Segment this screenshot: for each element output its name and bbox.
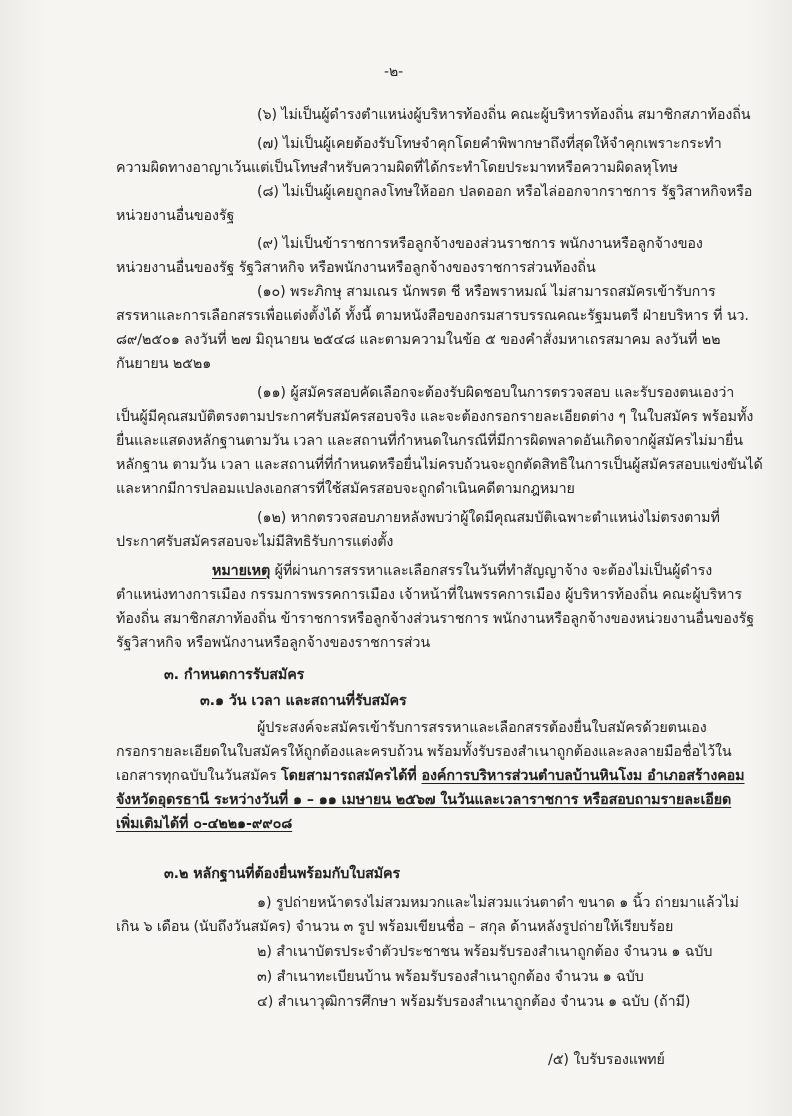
qualification-item-11-line-4: หลักฐาน ตามวัน เวลา และสถานที่ที่กำหนดหรือยื่นไม่ครบถ้วนจะถูกตัดสิทธิในการเป็นผู้สมัครสอบแข่งขันได้ (116, 457, 763, 473)
note-line-2: ตำแหน่งทางการเมือง กรรมการพรรคการเมือง เจ้าหน้าที่ในพรรคการเมือง ผู้บริหารท้องถิ่น คณะผู้บริหาร (116, 587, 742, 603)
document-1-line-1: ๑) รูปถ่ายหน้าตรงไม่สวมหมวกและไม่สวมแว่นตาดำ ขนาด ๑ นิ้ว ถ่ายมาแล้วไม่ (257, 895, 739, 911)
application-period: จังหวัดอุดรธานี ระหว่างวันที่ ๑ – ๑๑ เมษายน ๒๕๖๗ ในวันและเวลาราชการ หรือสอบถามรายละเอียด (116, 792, 732, 808)
note-line-3: ท้องถิ่น สมาชิกสภาท้องถิ่น ข้าราชการหรือลูกจ้างส่วนราชการ พนักงานหรือลูกจ้างของหน่วยงานอื่นของรัฐ (116, 611, 754, 627)
qualification-item-10-line-3: ๘๙/๒๕๐๑ ลงวันที่ ๒๗ มิถุนายน ๒๕๔๘ และตามความในข้อ ๕ ของคำสั่งมหาเถรสมาคม ลงวันที่ ๒๒ (116, 332, 721, 348)
qualification-item-7-line-1: (๗) ไม่เป็นผู้เคยต้องรับโทษจำคุกโดยคำพิพากษาถึงที่สุดให้จำคุกเพราะกระทำ (257, 136, 722, 152)
section-3-1-heading: ๓.๑ วัน เวลา และสถานที่รับสมัคร (200, 693, 407, 709)
document-3: ๓) สำเนาทะเบียนบ้าน พร้อมรับรองสำเนาถูกต้อง จำนวน ๑ ฉบับ (257, 969, 644, 985)
document-2: ๒) สำเนาบัตรประจำตัวประชาชน พร้อมรับรองสำเนาถูกต้อง จำนวน ๑ ฉบับ (257, 944, 713, 960)
note-line-4: รัฐวิสาหกิจ หรือพนักงานหรือลูกจ้างของราชการส่วน (116, 635, 431, 651)
section-3-heading: ๓. กำหนดการรับสมัคร (164, 667, 305, 683)
qualification-item-10-line-4: กันยายน ๒๕๒๑ (116, 356, 212, 372)
page-number: -๒- (384, 64, 404, 80)
continuation-marker: /๕) ใบรับรองแพทย์ (548, 1052, 665, 1068)
qualification-item-11-line-5: และหากมีการปลอมแปลงเอกสารที่ใช้สมัครสอบจะถูกดำเนินคดีตามกฎหมาย (116, 481, 575, 497)
qualification-item-9-line-2: หน่วยงานอื่นของรัฐ รัฐวิสาหกิจ หรือพนักงานหรือลูกจ้างของราชการส่วนท้องถิ่น (116, 260, 596, 276)
document-1-line-2: เกิน ๖ เดือน (นับถึงวันสมัคร) จำนวน ๓ รูป พร้อมเขียนชื่อ – สกุล ด้านหลังรูปถ่ายให้เรียบร้อย (116, 919, 674, 935)
qualification-item-8-line-1: (๘) ไม่เป็นผู้เคยถูกลงโทษให้ออก ปลดออก หรือไล่ออกจากราชการ รัฐวิสาหกิจหรือ (257, 184, 753, 200)
qualification-item-8-line-2: หน่วยงานอื่นของรัฐ (116, 208, 235, 224)
section-3-1-line-2: กรอกรายละเอียดในใบสมัครให้ถูกต้องและครบถ้วน พร้อมทั้งรับรองสำเนาถูกต้องและลงลายมือชื่อไว้ใน (116, 744, 732, 760)
qualification-item-12-line-2: ประกาศรับสมัครสอบจะไม่มีสิทธิรับการแต่งตั้ง (116, 534, 394, 550)
section-3-1-line-3-plain: เอกสารทุกฉบับในวันสมัคร (116, 768, 282, 784)
qualification-item-11-line-3: ยื่นและแสดงหลักฐานตามวัน เวลา และสถานที่กำหนดในกรณีที่มีการผิดพลาดอันเกิดจากผู้สมัครไม่มายื่น (116, 433, 743, 449)
contact-phone: เพิ่มเติมได้ที่ ๐-๔๒๒๑-๙๙๐๘ (116, 816, 293, 832)
section-3-1-line-1: ผู้ประสงค์จะสมัครเข้ารับการสรรหาและเลือกสรรต้องยื่นใบสมัครด้วยตนเอง (257, 720, 707, 736)
section-3-1-line-3-bold: โดยสามารถสมัครได้ที่ (281, 768, 422, 784)
qualification-item-12-line-1: (๑๒) หากตรวจสอบภายหลังพบว่าผู้ใดมีคุณสมบัติเฉพาะตำแหน่งไม่ตรงตามที่ (257, 510, 720, 526)
section-3-2-heading: ๓.๒ หลักฐานที่ต้องยื่นพร้อมกับใบสมัคร (164, 866, 401, 882)
application-venue: องค์การบริหารส่วนตำบลบ้านหินโงม อำเภอสร้างคอม (421, 768, 745, 784)
qualification-item-7-line-2: ความผิดทางอาญาเว้นแต่เป็นโทษสำหรับความผิดที่ได้กระทำโดยประมาทหรือความผิดลหุโทษ (116, 160, 678, 176)
qualification-item-6: (๖) ไม่เป็นผู้ดำรงตำแหน่งผู้บริหารท้องถิ่น คณะผู้บริหารท้องถิ่น สมาชิกสภาท้องถิ่น (257, 107, 751, 123)
note-text: ผู้ที่ผ่านการสรรหาและเลือกสรรในวันที่ทำสัญญาจ้าง จะต้องไม่เป็นผู้ดำรง (270, 563, 713, 579)
qualification-item-11-line-1: (๑๑) ผู้สมัครสอบคัดเลือกจะต้องรับผิดชอบในการตรวจสอบ และรับรองตนเองว่า (257, 385, 735, 401)
qualification-item-11-line-2: เป็นผู้มีคุณสมบัติตรงตามประกาศรับสมัครสอบจริง และจะต้องกรอกรายละเอียดต่าง ๆ ในใบสมัคร พร้อมทั้ง (116, 409, 754, 425)
note-label: หมายเหตุ (212, 563, 271, 579)
qualification-item-9-line-1: (๙) ไม่เป็นข้าราชการหรือลูกจ้างของส่วนราชการ พนักงานหรือลูกจ้างของ (257, 236, 703, 252)
qualification-item-10-line-1: (๑๐) พระภิกษุ สามเณร นักพรต ชี หรือพราหมณ์ ไม่สามารถสมัครเข้ารับการ (257, 284, 716, 300)
section-3-1-line-3 (116, 766, 744, 786)
note-line-1 (212, 561, 712, 581)
qualification-item-10-line-2: สรรหาและการเลือกสรรเพื่อแต่งตั้งได้ ทั้งนี้ ตามหนังสือของกรมสารบรรณคณะรัฐมนตรี ฝ่ายบริหาร ที่ นว. (116, 308, 749, 324)
document-4: ๔) สำเนาวุฒิการศึกษา พร้อมรับรองสำเนาถูกต้อง จำนวน ๑ ฉบับ (ถ้ามี) (257, 994, 691, 1010)
